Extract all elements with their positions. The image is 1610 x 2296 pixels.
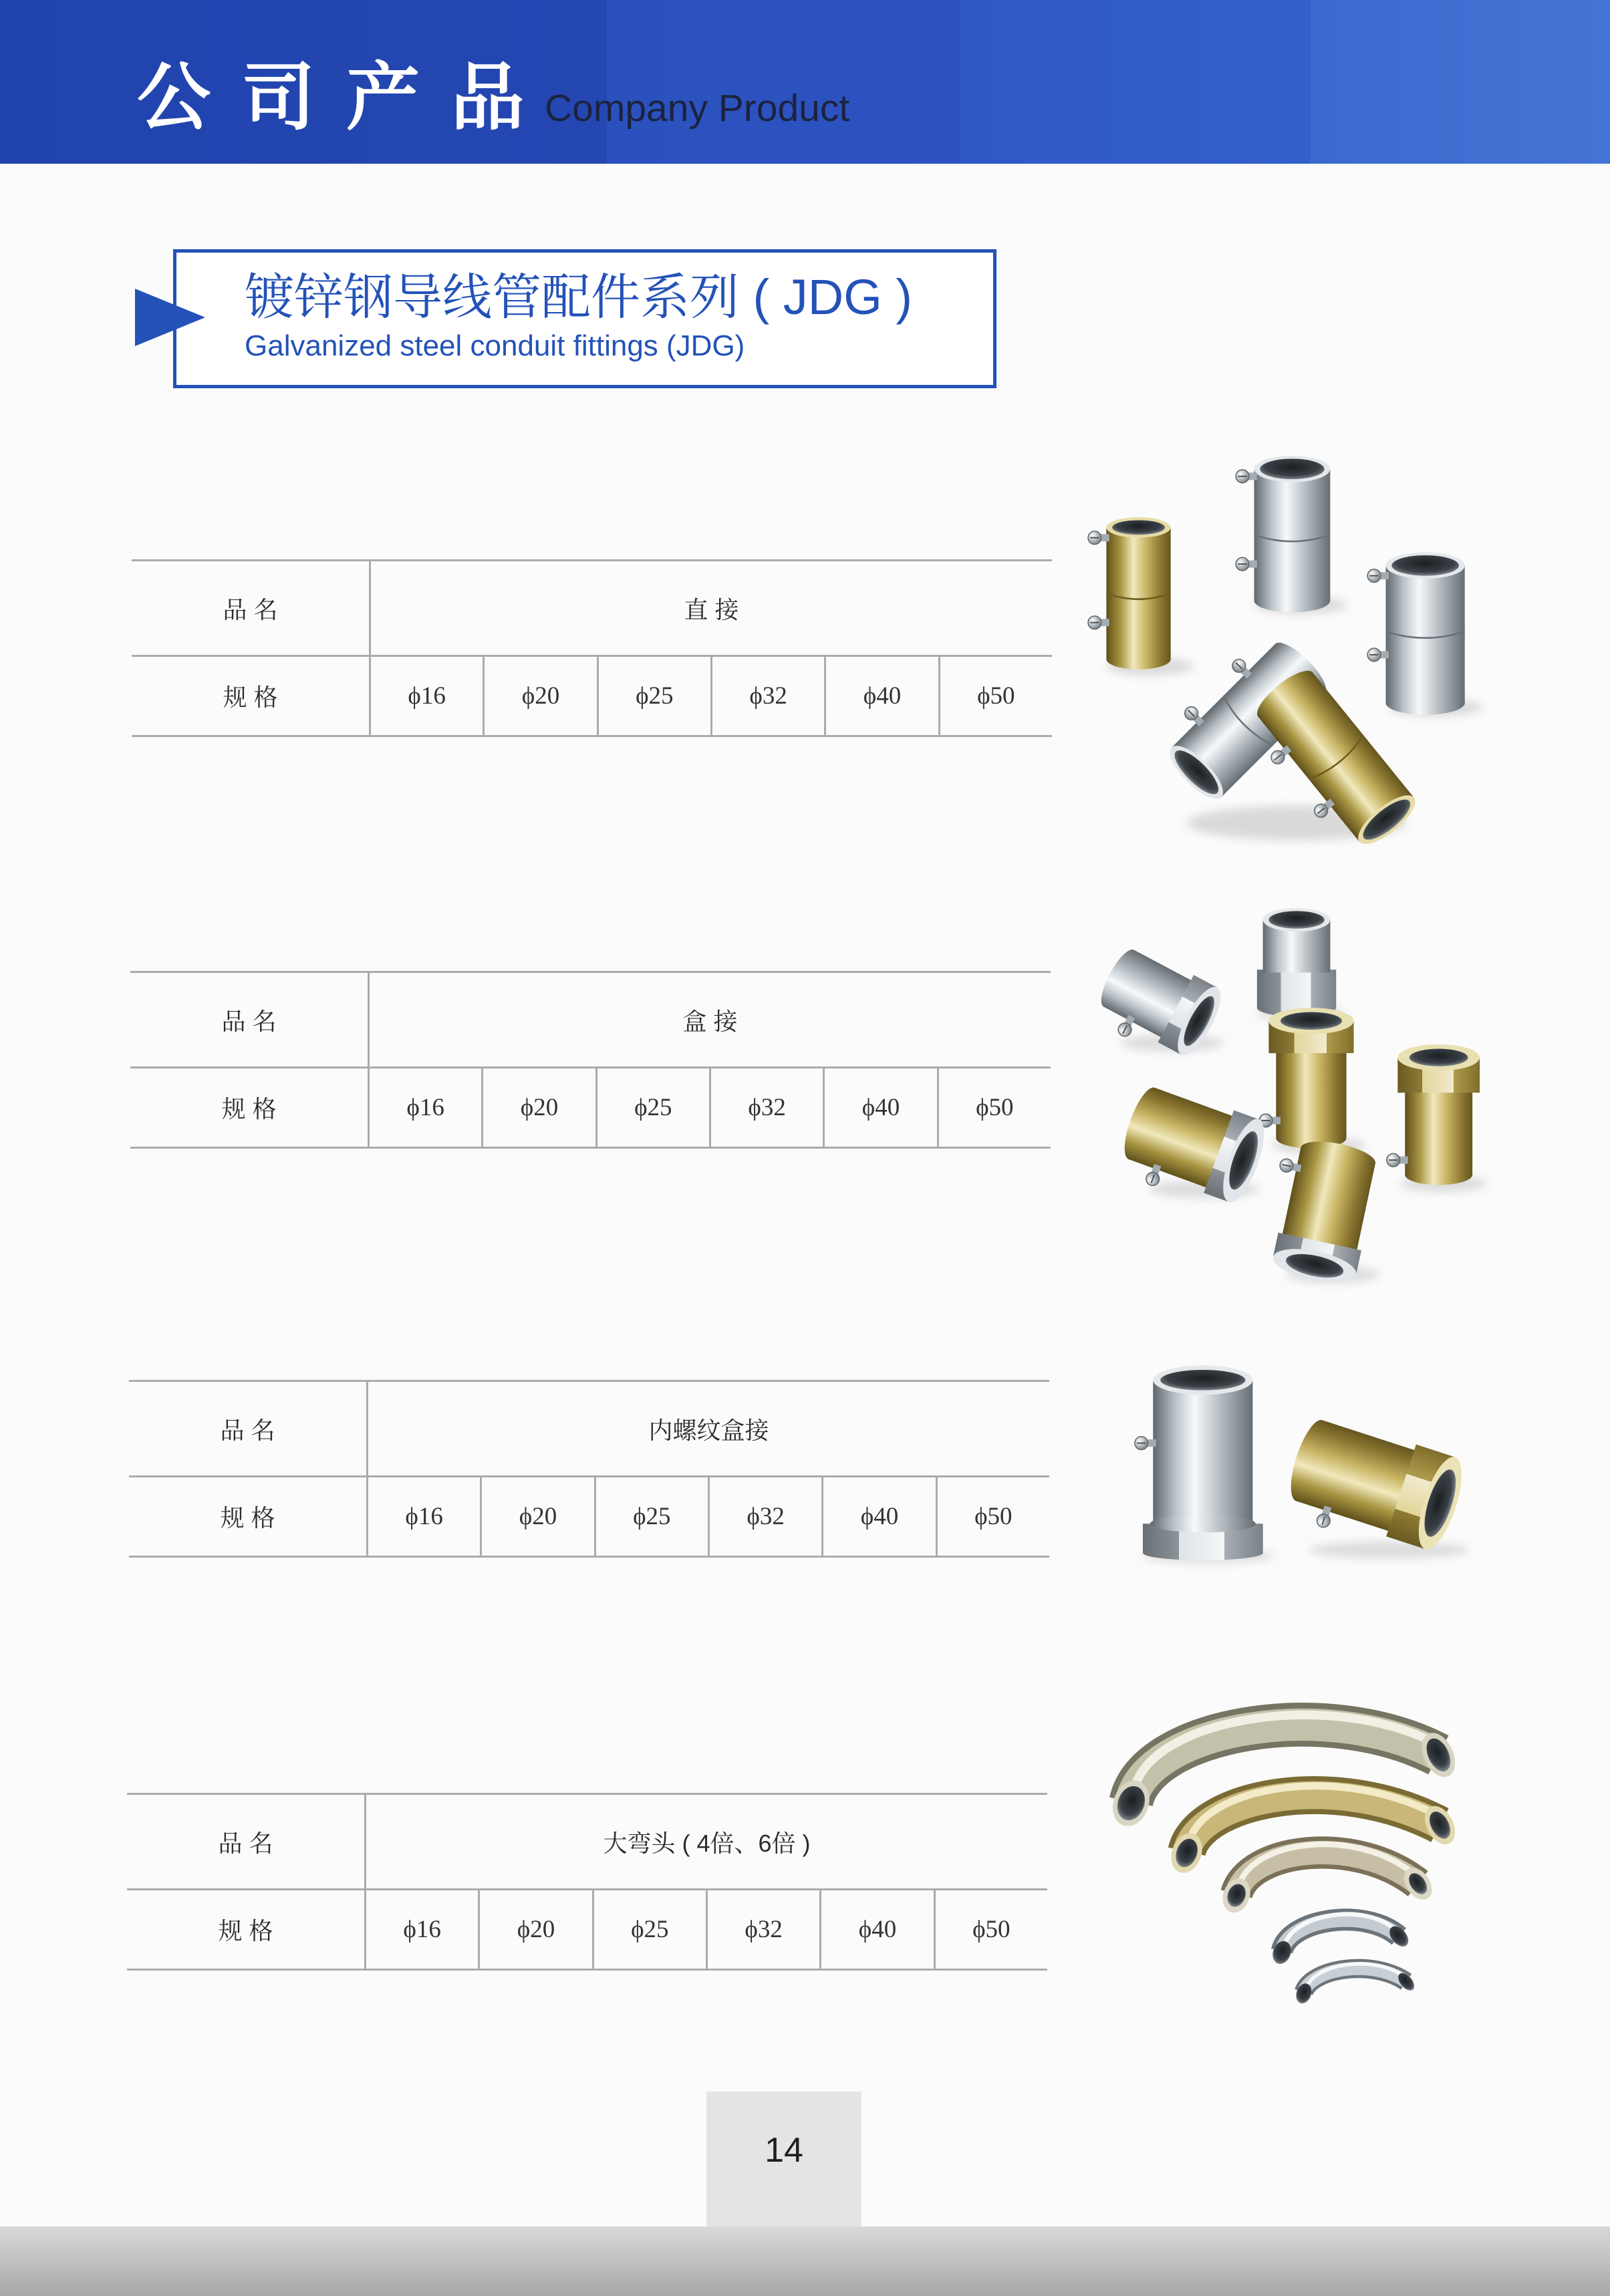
silver-female-thread-connector [1135, 1365, 1263, 1560]
spec-value: ϕ16 [364, 1890, 478, 1969]
table-row [132, 657, 1052, 737]
silver-coupling [1236, 456, 1330, 612]
spec-value: ϕ40 [819, 1890, 933, 1969]
bend-pipe [1282, 1914, 1399, 1951]
product-table-straight-coupling [132, 559, 1052, 737]
spec-value: ϕ25 [595, 1068, 709, 1147]
spec-value: ϕ20 [481, 1068, 595, 1147]
spec-value: ϕ50 [938, 657, 1052, 735]
product-name: 直 接 [369, 561, 1052, 655]
table-row [130, 973, 1051, 1068]
table-row [127, 1795, 1047, 1890]
name-label: 品 名 [218, 1829, 273, 1857]
section-title-en: Galvanized steel conduit fittings (JDG) [245, 329, 745, 362]
spec-value: ϕ25 [597, 657, 710, 735]
product-table-box-connector [130, 971, 1051, 1149]
product-table-female-thread-box-connector [129, 1380, 1049, 1558]
triangle-arrow-icon [131, 285, 211, 350]
table-row [129, 1477, 1049, 1558]
spec-value: ϕ32 [708, 1477, 821, 1556]
section-title-cn: 镀锌钢导线管配件系列 ( JDG ) [245, 269, 912, 325]
spec-value: ϕ20 [483, 657, 596, 735]
product-table-large-bend [127, 1793, 1047, 1971]
bend-pipe [1304, 1964, 1406, 1992]
table-row [130, 1068, 1051, 1149]
spec-value: ϕ16 [366, 1477, 480, 1556]
straight-coupling-photo [1077, 447, 1509, 849]
spec-value: ϕ40 [824, 657, 938, 735]
table-row [127, 1890, 1047, 1971]
spec-value: ϕ50 [937, 1068, 1051, 1147]
spec-value: ϕ32 [710, 657, 824, 735]
name-label: 品 名 [220, 1416, 275, 1444]
gold-box-connector [1387, 1044, 1480, 1185]
name-label: 品 名 [221, 1007, 277, 1035]
spec-value: ϕ50 [936, 1477, 1049, 1556]
silver-coupling [1367, 553, 1465, 715]
header-title-en: Company Product [545, 87, 850, 130]
table-row [132, 561, 1052, 657]
silver-box-connector [1257, 908, 1336, 1016]
spec-value: ϕ25 [594, 1477, 708, 1556]
header-band [0, 0, 1610, 164]
name-label: 品 名 [223, 595, 278, 623]
product-name: 大弯头 ( 4倍、6倍 ) [364, 1795, 1047, 1888]
page-number: 14 [765, 2131, 803, 2170]
spec-value: ϕ40 [821, 1477, 935, 1556]
gold-coupling [1088, 517, 1171, 670]
spec-value: ϕ50 [934, 1890, 1047, 1969]
spec-label: 规 格 [220, 1504, 275, 1532]
spec-label: 规 格 [218, 1917, 273, 1945]
spec-value: ϕ16 [369, 657, 483, 735]
gold-box-connector [1259, 1008, 1353, 1148]
section-title-box [173, 249, 996, 388]
box-connector-photo [1099, 908, 1509, 1289]
female-thread-box-connector-photo [1135, 1362, 1509, 1560]
bend-pipe [1236, 1844, 1418, 1894]
large-bend-photo [1099, 1707, 1465, 2007]
spec-label: 规 格 [223, 684, 278, 711]
spec-value: ϕ40 [823, 1068, 936, 1147]
spec-value: ϕ25 [592, 1890, 706, 1969]
page-number-box [706, 2092, 861, 2227]
spec-label: 规 格 [221, 1095, 277, 1123]
product-name: 内螺纹盒接 [366, 1382, 1049, 1475]
header-title-cn: 公 司 产 品 [137, 57, 530, 139]
spec-value: ϕ16 [368, 1068, 481, 1147]
spec-value: ϕ32 [709, 1068, 823, 1147]
spec-value: ϕ20 [480, 1477, 593, 1556]
gold-box-connector [1258, 1133, 1382, 1289]
table-row [129, 1382, 1049, 1477]
spec-value: ϕ20 [478, 1890, 591, 1969]
spec-value: ϕ32 [706, 1890, 819, 1969]
bottom-strip [0, 2227, 1610, 2296]
product-name: 盒 接 [368, 973, 1051, 1066]
